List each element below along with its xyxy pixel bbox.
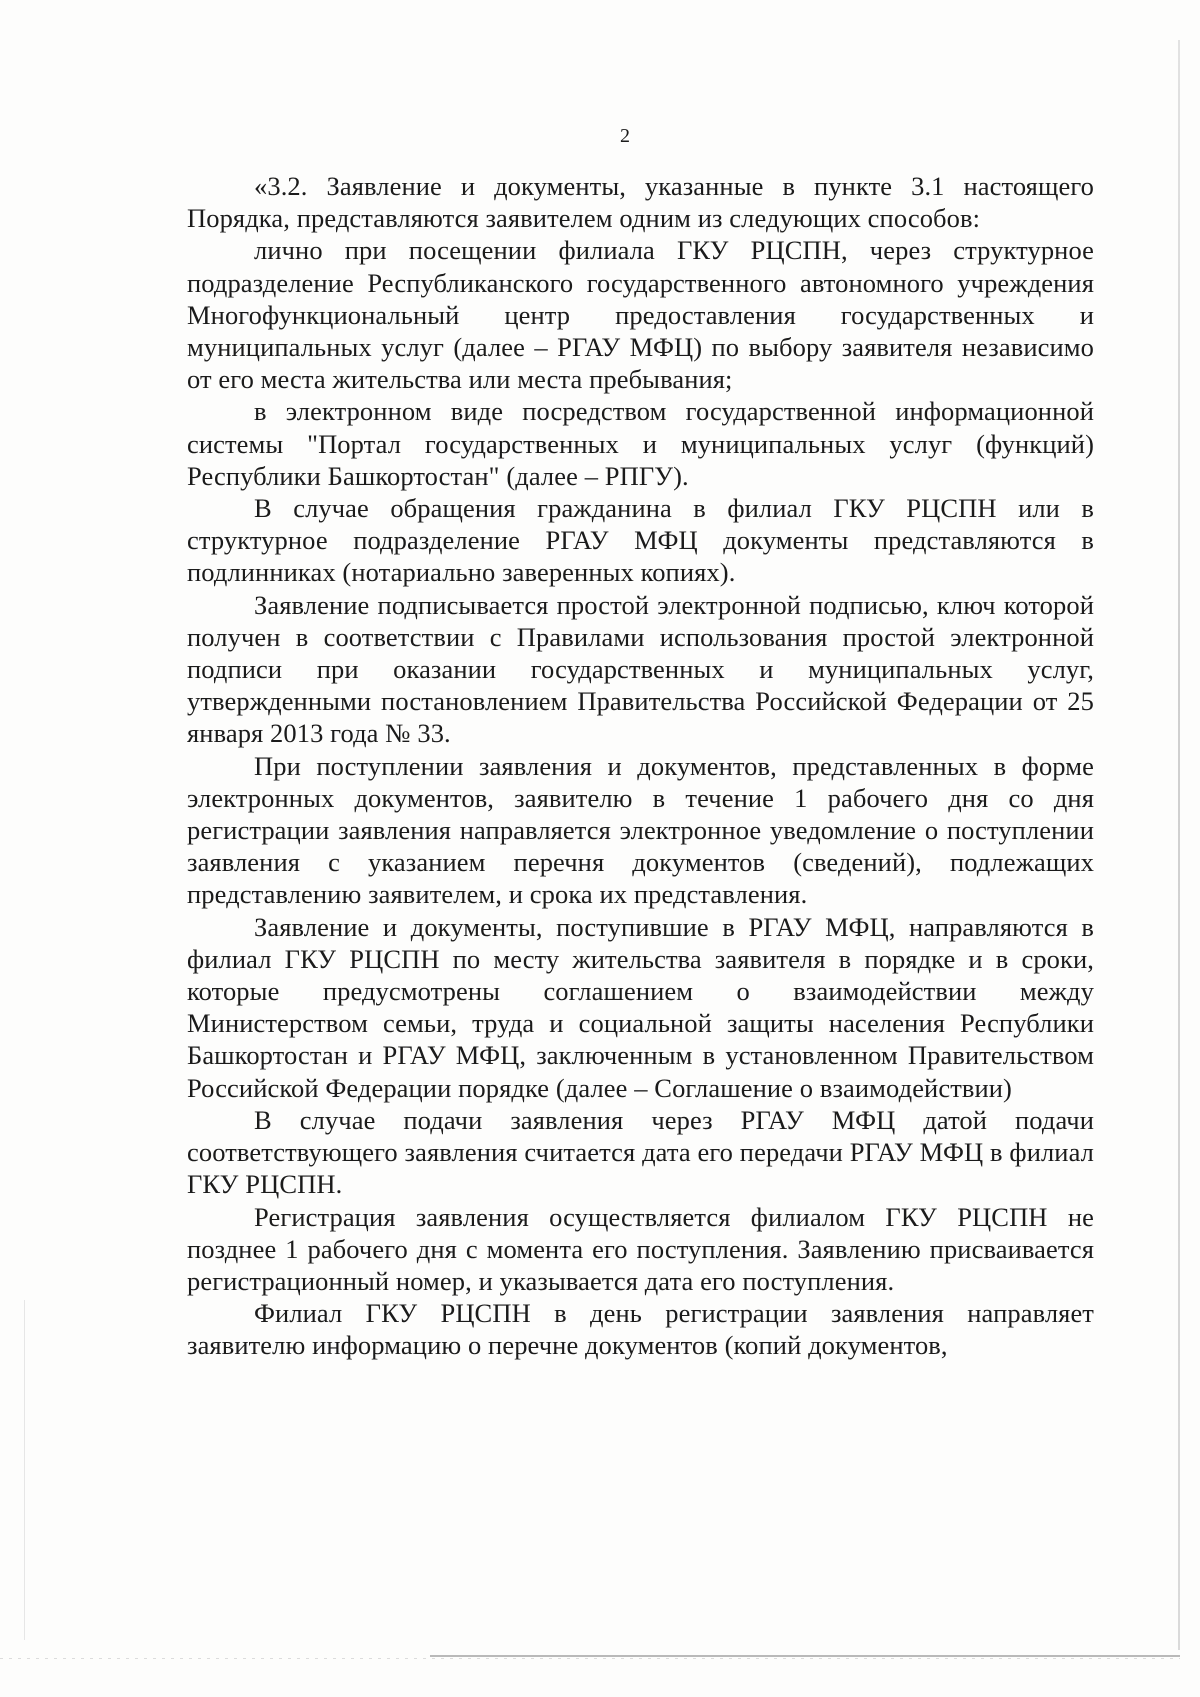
page-number: 2 xyxy=(620,125,630,147)
body-text xyxy=(187,170,1094,1362)
scan-bottom-line xyxy=(430,1655,1180,1657)
scan-bottom-noise xyxy=(0,1658,1180,1659)
paragraph: В случае подачи заявления через РГАУ МФЦ датой подачи соответствующего заявления считается дата его передачи РГАУ МФЦ в филиал ГКУ РЦСПН. xyxy=(187,1104,1094,1200)
scan-edge-right xyxy=(1178,40,1180,1650)
paragraph: Регистрация заявления осуществляется филиалом ГКУ РЦСПН не позднее 1 рабочего дня с момента его поступления. Заявлению присваивается регистрационный номер, и указывается дата его поступления. xyxy=(187,1201,1094,1296)
paragraph: В случае обращения гражданина в филиал ГКУ РЦСПН или в структурное подразделение РГАУ МФЦ документы представляются в подлинниках (нотариально заверенных копиях). xyxy=(187,493,1094,588)
paragraph: в электронном виде посредством государственной информационной системы "Портал государственных и муниципальных услуг (функций) Республики Башкортостан" (далее – РПГУ). xyxy=(187,396,1094,491)
paragraph: лично при посещении филиала ГКУ РЦСПН, через структурное подразделение Республиканского государственного автономного учреждения Многофункциональный центр предоставления государственных и муниципальных услуг (далее – РГАУ МФЦ) по выбору заявителя независимо от его места жительства или места пребывания; xyxy=(187,235,1094,395)
paragraph: При поступлении заявления и документов, представленных в форме электронных документов, заявителю в течение 1 рабочего дня со дня регистрации заявления направляется электронное уведомление о поступлении заявления с указанием перечня документов (сведений), подлежащих представлению заявителем, и срока их представления. xyxy=(187,750,1094,910)
scan-edge-left xyxy=(24,1300,25,1640)
paragraph: Заявление подписывается простой электронной подписью, ключ которой получен в соответствии с Правилами использования простой электронной подписи при оказании государственных и муниципальных услуг, утвержденными постановлением Правительства Российской Федерации от 25 января 2013 года № 33. xyxy=(187,589,1094,749)
paragraph: «3.2. Заявление и документы, указанные в пункте 3.1 настоящего Порядка, представляются заявителем одним из следующих способов: xyxy=(187,171,1094,234)
paragraph: Заявление и документы, поступившие в РГАУ МФЦ, направляются в филиал ГКУ РЦСПН по месту жительства заявителя в порядке и в сроки, которые предусмотрены соглашением о взаимодействии между Министерством семьи, труда и социальной защиты населения Республики Башкортостан и РГАУ МФЦ, заключенным в установленном Правительством Российской Федерации порядке (далее – Соглашение о взаимодействии) xyxy=(187,911,1094,1103)
paragraph: Филиал ГКУ РЦСПН в день регистрации заявления направляет заявителю информацию о перечне документов (копий документов, xyxy=(187,1298,1094,1361)
